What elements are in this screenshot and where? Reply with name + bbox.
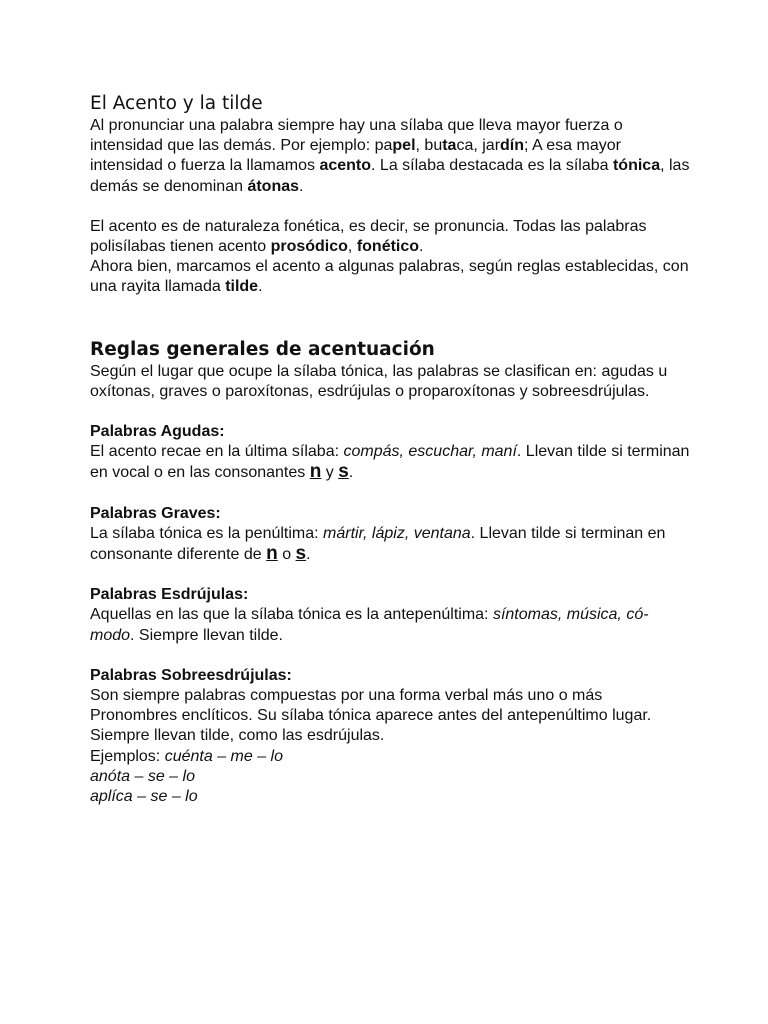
bold-term: átonas [247, 177, 300, 195]
esdrujulas-paragraph [90, 605, 690, 645]
text-run: . Llevan tilde si terminan en consonante diferente de [90, 524, 666, 564]
bold-term: fonético [356, 238, 420, 256]
graves-heading: Palabras Graves: [90, 504, 221, 522]
bold-term: tilde [225, 278, 259, 296]
text-run: . [299, 177, 304, 195]
text-run: Ahora bien, marcamos el acento a algunas palabras, según reglas establecidas, con una rayita llamada [90, 258, 689, 296]
text-run: . [348, 464, 354, 482]
text-run: Al pronunciar una palabra siempre hay una sílaba que lleva mayor fuerza o intensidad que las demás. Por ejemplo: pa [90, 117, 623, 155]
text-run: ca, jar [456, 137, 501, 155]
text-run: . [419, 238, 424, 256]
spacer [90, 402, 690, 422]
text-run: . La sílaba destacada es la sílaba [371, 157, 613, 175]
examples-line [90, 787, 690, 807]
text-run: . [258, 278, 263, 296]
text-run: El acento recae en la última sílaba: [90, 443, 344, 461]
intro-paragraph-1 [90, 116, 690, 197]
text-run: , las demás se denominan [90, 157, 690, 195]
example-word: anóta – se – lo [90, 767, 195, 785]
examples-line [90, 767, 690, 787]
spacer [90, 322, 690, 338]
text-run: La sílaba tónica es la penúltima: [90, 524, 324, 542]
document-page [90, 92, 690, 807]
example-word: aplíca – se – lo [90, 788, 198, 806]
esdrujulas-heading: Palabras Esdrújulas: [90, 586, 249, 604]
text-run: ; A esa mayor intensidad o fuerza la llamamos [90, 137, 621, 175]
bold-term: acento [319, 157, 372, 175]
letter-n: n [309, 461, 322, 483]
agudas-heading: Palabras Agudas: [90, 423, 225, 441]
text-run: o [277, 546, 296, 564]
text-run: , [347, 238, 357, 256]
bold-syllable: pel [392, 137, 416, 155]
bold-syllable: ta [442, 137, 457, 155]
bold-syllable: dín [500, 137, 525, 155]
spacer [90, 298, 690, 322]
sobreesdrujulas-heading: Palabras Sobreesdrújulas: [90, 666, 292, 684]
intro-paragraph-2 [90, 217, 690, 257]
graves-paragraph [90, 524, 690, 565]
letter-n: n [266, 543, 278, 565]
sobreesdrujulas-paragraph: Son siempre palabras compuestas por una forma verbal más uno o más Pronombres enclíticos. Su sílaba tónica aparece antes del antepenúltimo lugar. Siempre llevan tilde, como las esdrújulas. [90, 687, 652, 745]
spacer [90, 646, 690, 666]
example-words: compás, escuchar, maní [343, 443, 517, 461]
text-run: . [306, 546, 311, 564]
bold-term: tónica [612, 157, 661, 175]
text-run: . Llevan tilde si terminan en vocal o en las consonantes [90, 443, 690, 482]
examples-line [90, 747, 690, 767]
text-run: El acento es de naturaleza fonética, es decir, se pronuncia. Todas las palabras polisílabas tienen acento [90, 217, 647, 256]
rules-paragraph: Según el lugar que ocupe la sílaba tónica, las palabras se clasifican en: agudas u oxítonas, graves o paroxítonas, esdrújulas o proparoxítonas y sobreesdrújulas. [90, 362, 668, 400]
text-run: , bu [415, 137, 443, 155]
bold-term: prosódico [270, 238, 348, 256]
text-run: . Siempre llevan tilde. [130, 626, 283, 644]
text-run: Aquellas en las que la sílaba tónica es la antepenúltima: [90, 606, 493, 624]
spacer [90, 197, 690, 217]
example-word: cuénta – me – lo [164, 747, 283, 765]
example-words: mártir, lápiz, ventana [323, 524, 471, 542]
spacer [90, 565, 690, 585]
letter-s: s [338, 461, 349, 483]
intro-paragraph-3 [90, 257, 690, 297]
example-words: síntomas, música, có-modo [90, 606, 649, 644]
page-title: El Acento y la tilde [90, 93, 263, 114]
spacer [90, 484, 690, 504]
rules-heading: Reglas generales de acentuación [90, 338, 435, 360]
examples-label: Ejemplos: [90, 747, 165, 765]
text-run: y [321, 464, 339, 482]
agudas-paragraph [90, 442, 690, 483]
letter-s: s [295, 543, 307, 565]
